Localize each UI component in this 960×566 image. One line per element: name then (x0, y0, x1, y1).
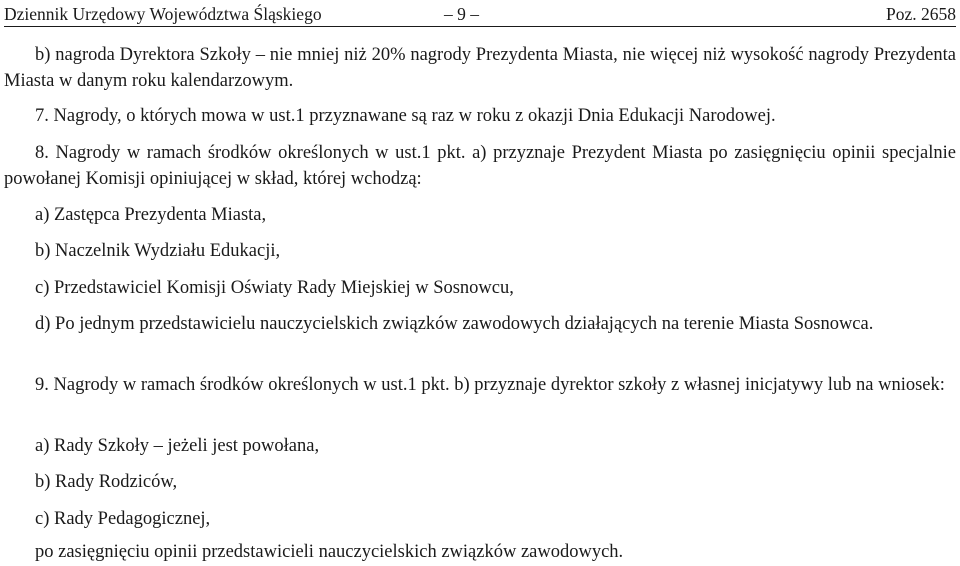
paragraph-9a: a) Rady Szkoły – jeżeli jest powołana, (35, 436, 320, 456)
paragraph-9-closing: po zasięgnięciu opinii przedstawicieli nauczycielskich związków zawodowych. (35, 542, 624, 562)
paragraph-8a: a) Zastępca Prezydenta Miasta, (35, 205, 267, 225)
paragraph-8b: b) Naczelnik Wydziału Edukacji, (35, 241, 281, 261)
paragraph-7: 7. Nagrody, o których mowa w ust.1 przyznawane są raz w roku z okazji Dnia Edukacji Narodowej. (35, 106, 776, 126)
paragraph-9: 9. Nagrody w ramach środków określonych w ust.1 pkt. b) przyznaje dyrektor szkoły z własnej inicjatywy lub na wniosek: (35, 375, 945, 395)
position-number: Poz. 2658 (886, 4, 956, 24)
header-divider (4, 26, 956, 27)
journal-title: Dziennik Urzędowy Województwa Śląskiego (4, 4, 322, 24)
paragraph-8: 8. Nagrody w ramach środków określonych w ust.1 pkt. a) przyznaje Prezydent Miasta po zasięgnięciu opinii specjalnie powołanej Komisji opiniującej w skład, której wchodzą: (4, 143, 956, 189)
paragraph-9b: b) Rady Rodziców, (35, 472, 178, 492)
paragraph-b-award-director: b) nagroda Dyrektora Szkoły – nie mniej niż 20% nagrody Prezydenta Miasta, nie więcej niż wysokość nagrody Prezydenta Miasta w danym roku kalendarzowym. (4, 45, 956, 91)
paragraph-8c: c) Przedstawiciel Komisji Oświaty Rady Miejskiej w Sosnowcu, (35, 278, 514, 298)
page-number: – 9 – (444, 4, 479, 24)
paragraph-8d: d) Po jednym przedstawicielu nauczycielskich związków zawodowych działających na terenie Miasta Sosnowca. (35, 314, 874, 334)
paragraph-9c: c) Rady Pedagogicznej, (35, 509, 211, 529)
